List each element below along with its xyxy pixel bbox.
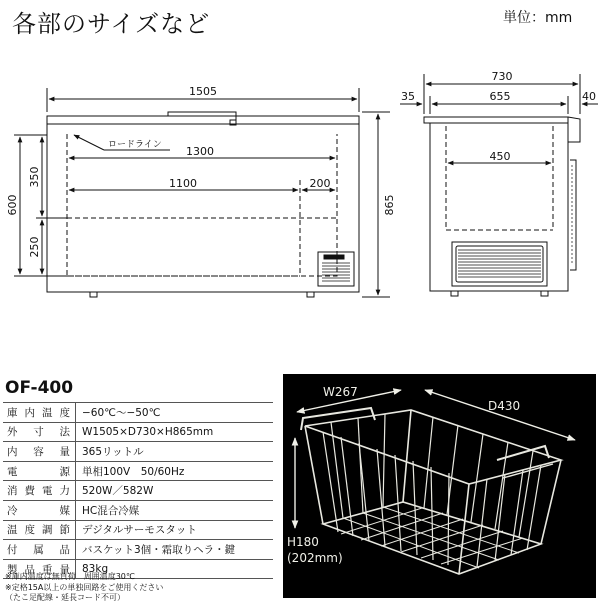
side-vent-inner [456, 246, 543, 282]
spec-key: 電源 [3, 461, 76, 481]
side-hinge [568, 117, 580, 142]
dim-lower-height: 250 [28, 236, 41, 258]
basket-photo [283, 374, 596, 598]
side-view [400, 74, 598, 296]
page-title: 各部のサイズなど [12, 10, 211, 38]
spec-value: 83kg [82, 563, 109, 576]
spec-value: −60℃～−50℃ [82, 406, 161, 419]
basket-drawing [283, 374, 596, 598]
side-rear-rail [570, 160, 576, 270]
spec-row-dimensions [3, 422, 273, 442]
side-lid [424, 117, 568, 123]
spec-key: 製品重量 [3, 559, 76, 579]
spec-row-power-consumption [3, 481, 273, 501]
dim-rear-overhang: 40 [582, 90, 596, 103]
basket-dimension-arrows [295, 390, 575, 528]
spec-key: 冷媒 [3, 500, 76, 520]
side-inner-chamber [446, 126, 553, 230]
spec-value: デジタルサーモスタット [82, 524, 197, 537]
dim-upper-height: 350 [28, 166, 41, 188]
dim-basket-width: 1100 [169, 177, 197, 190]
note-circuit: ※定格15A以上の単独回路をご使用ください [5, 583, 164, 592]
spec-row-temperature [3, 403, 273, 423]
spec-row-capacity [3, 442, 273, 462]
spec-row-accessories [3, 540, 273, 560]
spec-value: 単相100V 50/60Hz [82, 465, 185, 478]
dim-front-overhang: 35 [401, 90, 415, 103]
note-temperature: ※庫内温度は無負荷 周囲温度30℃ [5, 572, 135, 581]
spec-key: 庫内温度 [3, 403, 76, 423]
dim-height-left: 600 [6, 194, 19, 216]
spec-key: 消費電力 [3, 481, 76, 501]
foot-left [90, 292, 97, 297]
spec-value: 520W／582W [82, 485, 154, 498]
unit-label: 単位：mm [503, 10, 573, 26]
dim-inner-depth: 655 [489, 90, 511, 103]
vent-slats [322, 263, 350, 281]
dim-height-total: 865 [383, 194, 396, 216]
note-wiring: （たこ足配線・延長コード不可） [5, 593, 125, 602]
spec-key: 付属品 [3, 540, 76, 560]
freezer-lid [47, 116, 359, 124]
basket-height-label: H180 [287, 535, 319, 549]
spec-value: HC混合冷媒 [82, 504, 140, 517]
spec-table [3, 402, 273, 579]
front-view [14, 88, 390, 297]
side-foot-front [451, 291, 458, 296]
load-line-label: ロードライン [108, 140, 162, 150]
spec-row-power-supply [3, 461, 273, 481]
dim-inner-width: 1300 [186, 145, 214, 158]
basket-width-label: W267 [323, 385, 358, 399]
foot-right [307, 292, 314, 297]
control-panel [324, 255, 344, 259]
spec-key: 温度調節 [3, 520, 76, 540]
dim-width-total: 1505 [189, 85, 217, 98]
spec-value: 365リットル [82, 445, 144, 458]
dim-basket-depth: 450 [489, 150, 511, 163]
dim-basket-offset: 200 [309, 177, 331, 190]
spec-value: バスケット3個・霜取りヘラ・鍵 [82, 543, 236, 556]
dim-depth-total: 730 [491, 70, 513, 83]
side-vent [452, 242, 547, 286]
spec-key: 内容量 [3, 442, 76, 462]
basket-height-sub-label: (202mm) [287, 551, 343, 565]
side-foot-rear [541, 291, 548, 296]
spec-row-refrigerant [3, 500, 273, 520]
spec-value: W1505×D730×H865mm [82, 425, 214, 438]
basket-depth-label: D430 [488, 399, 521, 413]
spec-model: OF-400 [5, 378, 74, 398]
basket-labels [287, 385, 520, 565]
spec-row-thermostat [3, 520, 273, 540]
wire-basket [301, 408, 561, 574]
side-vent-slats [458, 250, 541, 277]
lid-handle [168, 112, 236, 124]
spec-key: 外寸法 [3, 422, 76, 442]
